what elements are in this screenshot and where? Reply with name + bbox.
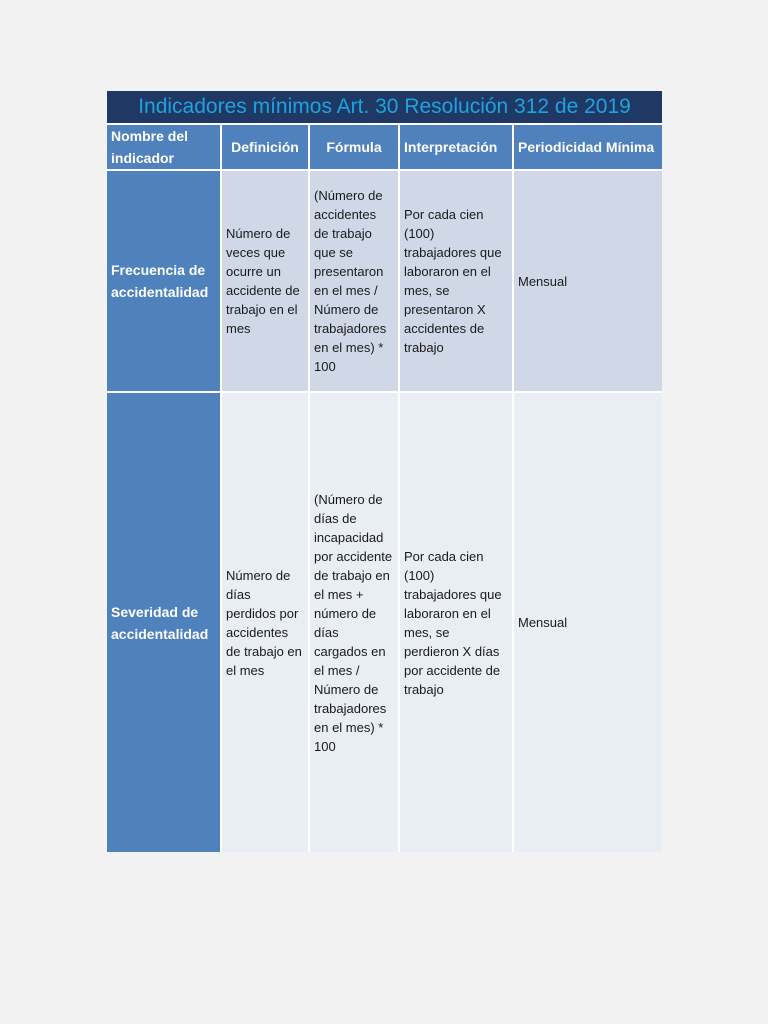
row-interpretation-cell: Por cada cien (100) trabajadores que laboraron en el mes, se presentaron X accidentes de trabajo bbox=[399, 170, 513, 392]
header-row bbox=[107, 124, 662, 170]
row-formula-cell: (Número de días de incapacidad por accidente de trabajo en el mes + número de días cargados en el mes / Número de trabajadores en el mes) * 100 bbox=[309, 392, 399, 852]
table-row bbox=[107, 170, 662, 392]
row-periodicity-cell: Mensual bbox=[513, 392, 662, 852]
table-row bbox=[107, 392, 662, 852]
header-definition: Definición bbox=[221, 124, 309, 170]
header-periodicity: Periodicidad Mínima bbox=[513, 124, 662, 170]
header-interpretation: Interpretación bbox=[399, 124, 513, 170]
row-interpretation-cell: Por cada cien (100) trabajadores que laboraron en el mes, se perdieron X días por accidente de trabajo bbox=[399, 392, 513, 852]
row-formula-cell: (Número de accidentes de trabajo que se presentaron en el mes / Número de trabajadores en el mes) * 100 bbox=[309, 170, 399, 392]
row-definition-cell: Número de días perdidos por accidentes de trabajo en el mes bbox=[221, 392, 309, 852]
row-name-cell: Severidad de accidentalidad bbox=[107, 392, 221, 852]
indicators-table bbox=[107, 91, 662, 852]
row-periodicity-cell: Mensual bbox=[513, 170, 662, 392]
title-row bbox=[107, 91, 662, 124]
header-name: Nombre del indicador bbox=[107, 124, 221, 170]
row-definition-cell: Número de veces que ocurre un accidente de trabajo en el mes bbox=[221, 170, 309, 392]
header-formula: Fórmula bbox=[309, 124, 399, 170]
row-name-cell: Frecuencia de accidentalidad bbox=[107, 170, 221, 392]
table-title: Indicadores mínimos Art. 30 Resolución 312 de 2019 bbox=[107, 91, 662, 124]
